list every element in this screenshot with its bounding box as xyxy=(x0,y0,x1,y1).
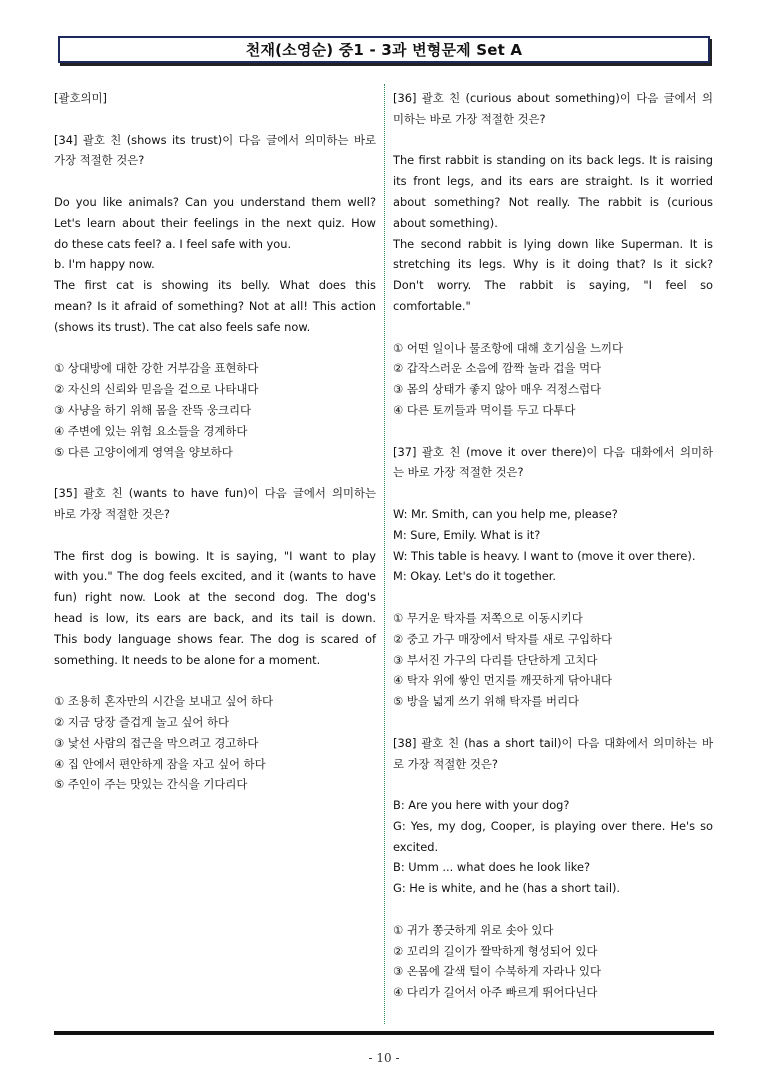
q37-dialogue-line: W: This table is heavy. I want to (move it over there). xyxy=(393,548,696,563)
q35-choice: ④ 집 안에서 편안하게 잠을 자고 싶어 하다 xyxy=(54,756,266,771)
q34-choice: ① 상대방에 대한 강한 거부감을 표현하다 xyxy=(54,361,259,376)
q37-choice: ④ 탁자 위에 쌓인 먼지를 깨끗하게 닦아내다 xyxy=(393,673,612,688)
q38-dialogue-line: B: Umm ... what does he look like? xyxy=(393,860,591,875)
q35-choice: ③ 낯선 사람의 접근을 막으려고 경고하다 xyxy=(54,735,259,750)
q34-passage-line: Do you like animals? Can you understand them well? xyxy=(54,194,376,209)
q38-dialogue-line: G: Yes, my dog, Cooper, is playing over there. He's so xyxy=(393,818,713,833)
q37-choice: ② 중고 가구 매장에서 탁자를 새로 구입하다 xyxy=(393,631,612,646)
q36-passage-line: about something? Not really. The rabbit is (curious xyxy=(393,194,713,209)
q34-stem-line: [34] 괄호 친 (shows its trust)이 다음 글에서 의미하는 바로 xyxy=(54,132,376,147)
q38-dialogue-line: G: He is white, and he (has a short tail). xyxy=(393,881,621,896)
footer-rule xyxy=(54,1031,714,1035)
q36-stem-line: 미하는 바로 가장 적절한 것은? xyxy=(393,111,546,126)
q37-stem-line: 는 바로 가장 적절한 것은? xyxy=(393,465,524,480)
q34-passage-line: (shows its trust). The cat also feels safe now. xyxy=(54,319,311,334)
q36-choice: ④ 다른 토끼들과 먹이를 두고 다투다 xyxy=(393,402,576,417)
q38-choice: ③ 온몸에 갈색 털이 수북하게 자라나 있다 xyxy=(393,964,601,979)
question-35 xyxy=(54,483,376,795)
q35-choice: ⑤ 주인이 주는 맛있는 간식을 기다리다 xyxy=(54,777,248,792)
q35-stem-line: 바로 가장 적절한 것은? xyxy=(54,506,170,521)
q36-stem-line: [36] 괄호 친 (curious about something)이 다음 글에서 의 xyxy=(393,91,713,105)
q36-choice: ② 갑작스러운 소음에 깜짝 놀라 겁을 먹다 xyxy=(393,361,601,376)
q38-dialogue-line: excited. xyxy=(393,839,439,854)
section-title: [괄호의미] xyxy=(54,91,107,105)
q37-choice: ① 무거운 탁자를 저쪽으로 이동시키다 xyxy=(393,610,583,625)
q35-passage-line: The first dog is bowing. It is saying, "I want to play xyxy=(54,548,376,563)
question-34 xyxy=(54,130,376,463)
q38-choice: ② 꼬리의 길이가 짤막하게 형성되어 있다 xyxy=(393,943,598,958)
q35-passage-line: head is low, its ears are back, and its tail is down. xyxy=(54,610,376,625)
q35-passage-line: fun) right now. Look at the second dog. The dog's xyxy=(54,590,376,605)
q35-passage-line: This body language shows fear. The dog is scared of xyxy=(54,631,376,646)
q34-choice: ④ 주변에 있는 위험 요소들을 경계하다 xyxy=(54,423,248,438)
q34-choice: ③ 사냥을 하기 위해 몸을 잔뜩 웅크리다 xyxy=(54,402,251,417)
q36-passage-line: The first rabbit is standing on its back legs. It is raising xyxy=(393,153,713,168)
page-title-text: 천재(소영순) 중1 - 3과 변형문제 Set A xyxy=(245,41,523,59)
page-number: - 10 - xyxy=(368,1051,400,1065)
q36-passage-line: Don't worry. The rabbit is saying, "I feel so xyxy=(393,278,713,293)
q36-choice: ③ 몸의 상태가 좋지 않아 매우 걱정스럽다 xyxy=(393,382,601,397)
q36-passage-line: its front legs, and its ears are straight. Is it worried xyxy=(393,174,713,189)
q36-choice: ① 어떤 일이나 물조항에 대해 호기심을 느끼다 xyxy=(393,340,623,355)
question-37 xyxy=(393,442,713,712)
q38-choice: ① 귀가 쫑긋하게 위로 솟아 있다 xyxy=(393,922,554,937)
q37-dialogue-line: M: Okay. Let's do it together. xyxy=(393,569,556,584)
q37-choice: ⑤ 방을 넓게 쓰기 위해 탁자를 버리다 xyxy=(393,694,579,709)
q38-stem-line: 로 가장 적절한 것은? xyxy=(393,756,498,771)
q38-choice: ④ 다리가 길어서 아주 빠르게 뛰어다닌다 xyxy=(393,985,598,1000)
q37-stem-line: [37] 괄호 친 (move it over there)이 다음 대화에서 의미하 xyxy=(393,444,713,459)
q34-passage-line: Let's learn about their feelings in the next quiz. How xyxy=(54,215,376,230)
q37-dialogue-line: M: Sure, Emily. What is it? xyxy=(393,527,541,542)
q37-choice: ③ 부서진 가구의 다리를 단단하게 고치다 xyxy=(393,652,598,667)
q34-passage-line: do these cats feel? a. I feel safe with you. xyxy=(54,236,292,251)
q36-passage-line: about something). xyxy=(393,215,498,230)
q38-dialogue-line: B: Are you here with your dog? xyxy=(393,798,570,813)
q34-choice: ② 자신의 신뢰와 믿음을 겉으로 나타내다 xyxy=(54,382,259,397)
q34-passage-line: The first cat is showing its belly. What does this xyxy=(54,278,376,293)
q36-passage-line: The second rabbit is lying down like Superman. It is xyxy=(393,236,713,251)
q37-dialogue-line: W: Mr. Smith, can you help me, please? xyxy=(393,506,618,521)
right-column xyxy=(393,88,713,1003)
question-38 xyxy=(393,733,713,1003)
q35-passage-line: with you." The dog feels excited, and it (wants to have xyxy=(54,569,376,584)
q36-passage-line: comfortable." xyxy=(393,298,471,313)
q35-choice: ① 조용히 혼자만의 시간을 보내고 싶어 하다 xyxy=(54,694,273,709)
q38-stem-line: [38] 괄호 친 (has a short tail)이 다음 대화에서 의미하는 바 xyxy=(393,735,713,750)
q35-stem-line: [35] 괄호 친 (wants to have fun)이 다음 글에서 의미하는 xyxy=(54,486,376,501)
left-column xyxy=(54,88,376,795)
q34-choice: ⑤ 다른 고양이에게 영역을 양보하다 xyxy=(54,444,233,459)
q35-choice: ② 지금 당장 즐겁게 놀고 싶어 하다 xyxy=(54,714,229,729)
q36-passage-line: stretching its legs. Why is it doing that? Is it sick? xyxy=(393,257,713,272)
q34-stem-line: 가장 적절한 것은? xyxy=(54,153,145,168)
column-divider xyxy=(384,84,385,1024)
q34-passage-line: mean? Is it afraid of something? Not at all! This action xyxy=(54,298,376,313)
page-title xyxy=(58,36,710,63)
q34-passage-line: b. I'm happy now. xyxy=(54,257,155,272)
question-36 xyxy=(393,88,713,421)
q35-passage-line: something. It needs to be alone for a moment. xyxy=(54,652,321,667)
